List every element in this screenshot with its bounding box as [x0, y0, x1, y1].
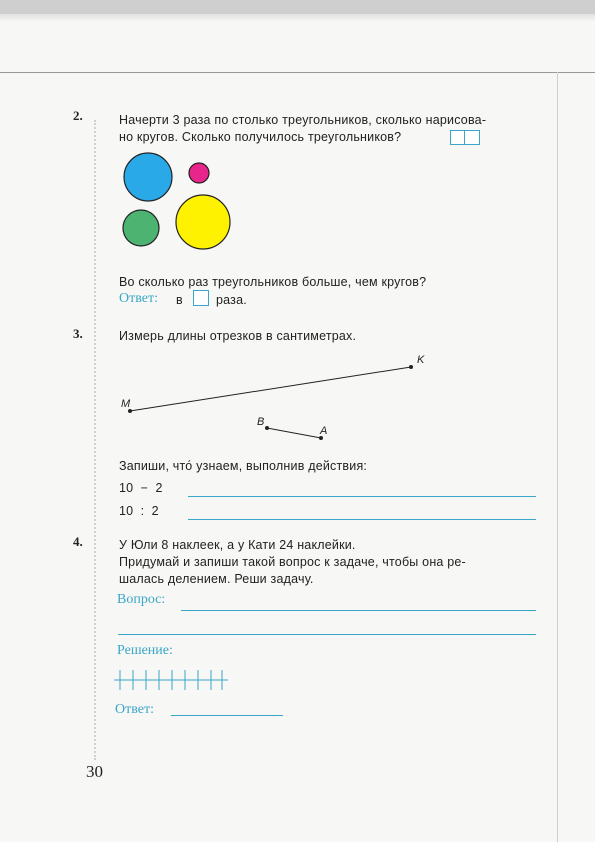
circles-figure [110, 145, 250, 255]
task-3-number: 3. [73, 326, 83, 341]
task-2-number: 2. [73, 108, 83, 123]
label-b: B [257, 416, 265, 428]
task-2-line-2: но кругов. Сколько получилось треугольников? [119, 130, 402, 144]
task-2-line-1: Начерти 3 раза по столько треугольников, сколько нарисова- [119, 113, 487, 127]
task-3-prompt: Запиши, что́ узнаем, выполнив действия: [119, 459, 368, 473]
task-2-answer-pre: в [176, 293, 183, 307]
page-top-border [0, 72, 595, 73]
point-b [265, 426, 269, 430]
task-2-answer-post: раза. [216, 293, 247, 307]
question-line-1[interactable] [181, 610, 536, 611]
segment-ba [267, 428, 321, 438]
answer-line-2[interactable] [188, 519, 536, 520]
task-4-line-2: Придумай и запиши такой вопрос к задаче, чтобы она ре- [119, 555, 466, 569]
solution-grid[interactable] [112, 668, 232, 694]
segment-mk [130, 367, 411, 411]
question-label: Вопрос: [117, 592, 166, 607]
top-edge-shade [0, 14, 595, 22]
label-a: A [320, 425, 328, 437]
segments-figure [110, 345, 440, 445]
task-4-line-3: шалась делением. Реши задачу. [119, 572, 314, 586]
task-2-question: Во сколько раз треугольников больше, чем кругов? [119, 275, 427, 289]
top-edge-band [0, 0, 595, 14]
task-3-expression-2: 10 : 2 [119, 504, 159, 518]
magenta-circle [189, 163, 209, 183]
task-4-answer-label: Ответ: [115, 702, 154, 717]
page-right-border [557, 72, 558, 842]
question-line-2[interactable] [118, 634, 536, 635]
page-number: 30 [86, 762, 103, 781]
solution-label: Решение: [117, 643, 173, 658]
answer-box-2[interactable] [464, 130, 480, 145]
task-3-line-1: Измерь длины отрезков в сантиметрах. [119, 329, 357, 343]
label-m: M [121, 398, 131, 410]
task-2-answer-boxes[interactable] [450, 130, 480, 145]
yellow-circle [176, 195, 230, 249]
task-3-expression-1: 10 − 2 [119, 481, 163, 495]
task-2-answer-label: Ответ: [119, 291, 158, 306]
margin-dotted-line [94, 120, 97, 760]
task-4-answer-line[interactable] [171, 715, 283, 716]
label-k: K [417, 354, 425, 366]
task-2-ratio-box[interactable] [193, 290, 209, 306]
point-k [409, 365, 413, 369]
task-4-line-1: У Юли 8 наклеек, а у Кати 24 наклейки. [119, 538, 356, 552]
task-4-number: 4. [73, 534, 83, 549]
answer-line-1[interactable] [188, 496, 536, 497]
green-circle [123, 210, 159, 246]
blue-circle [124, 153, 172, 201]
